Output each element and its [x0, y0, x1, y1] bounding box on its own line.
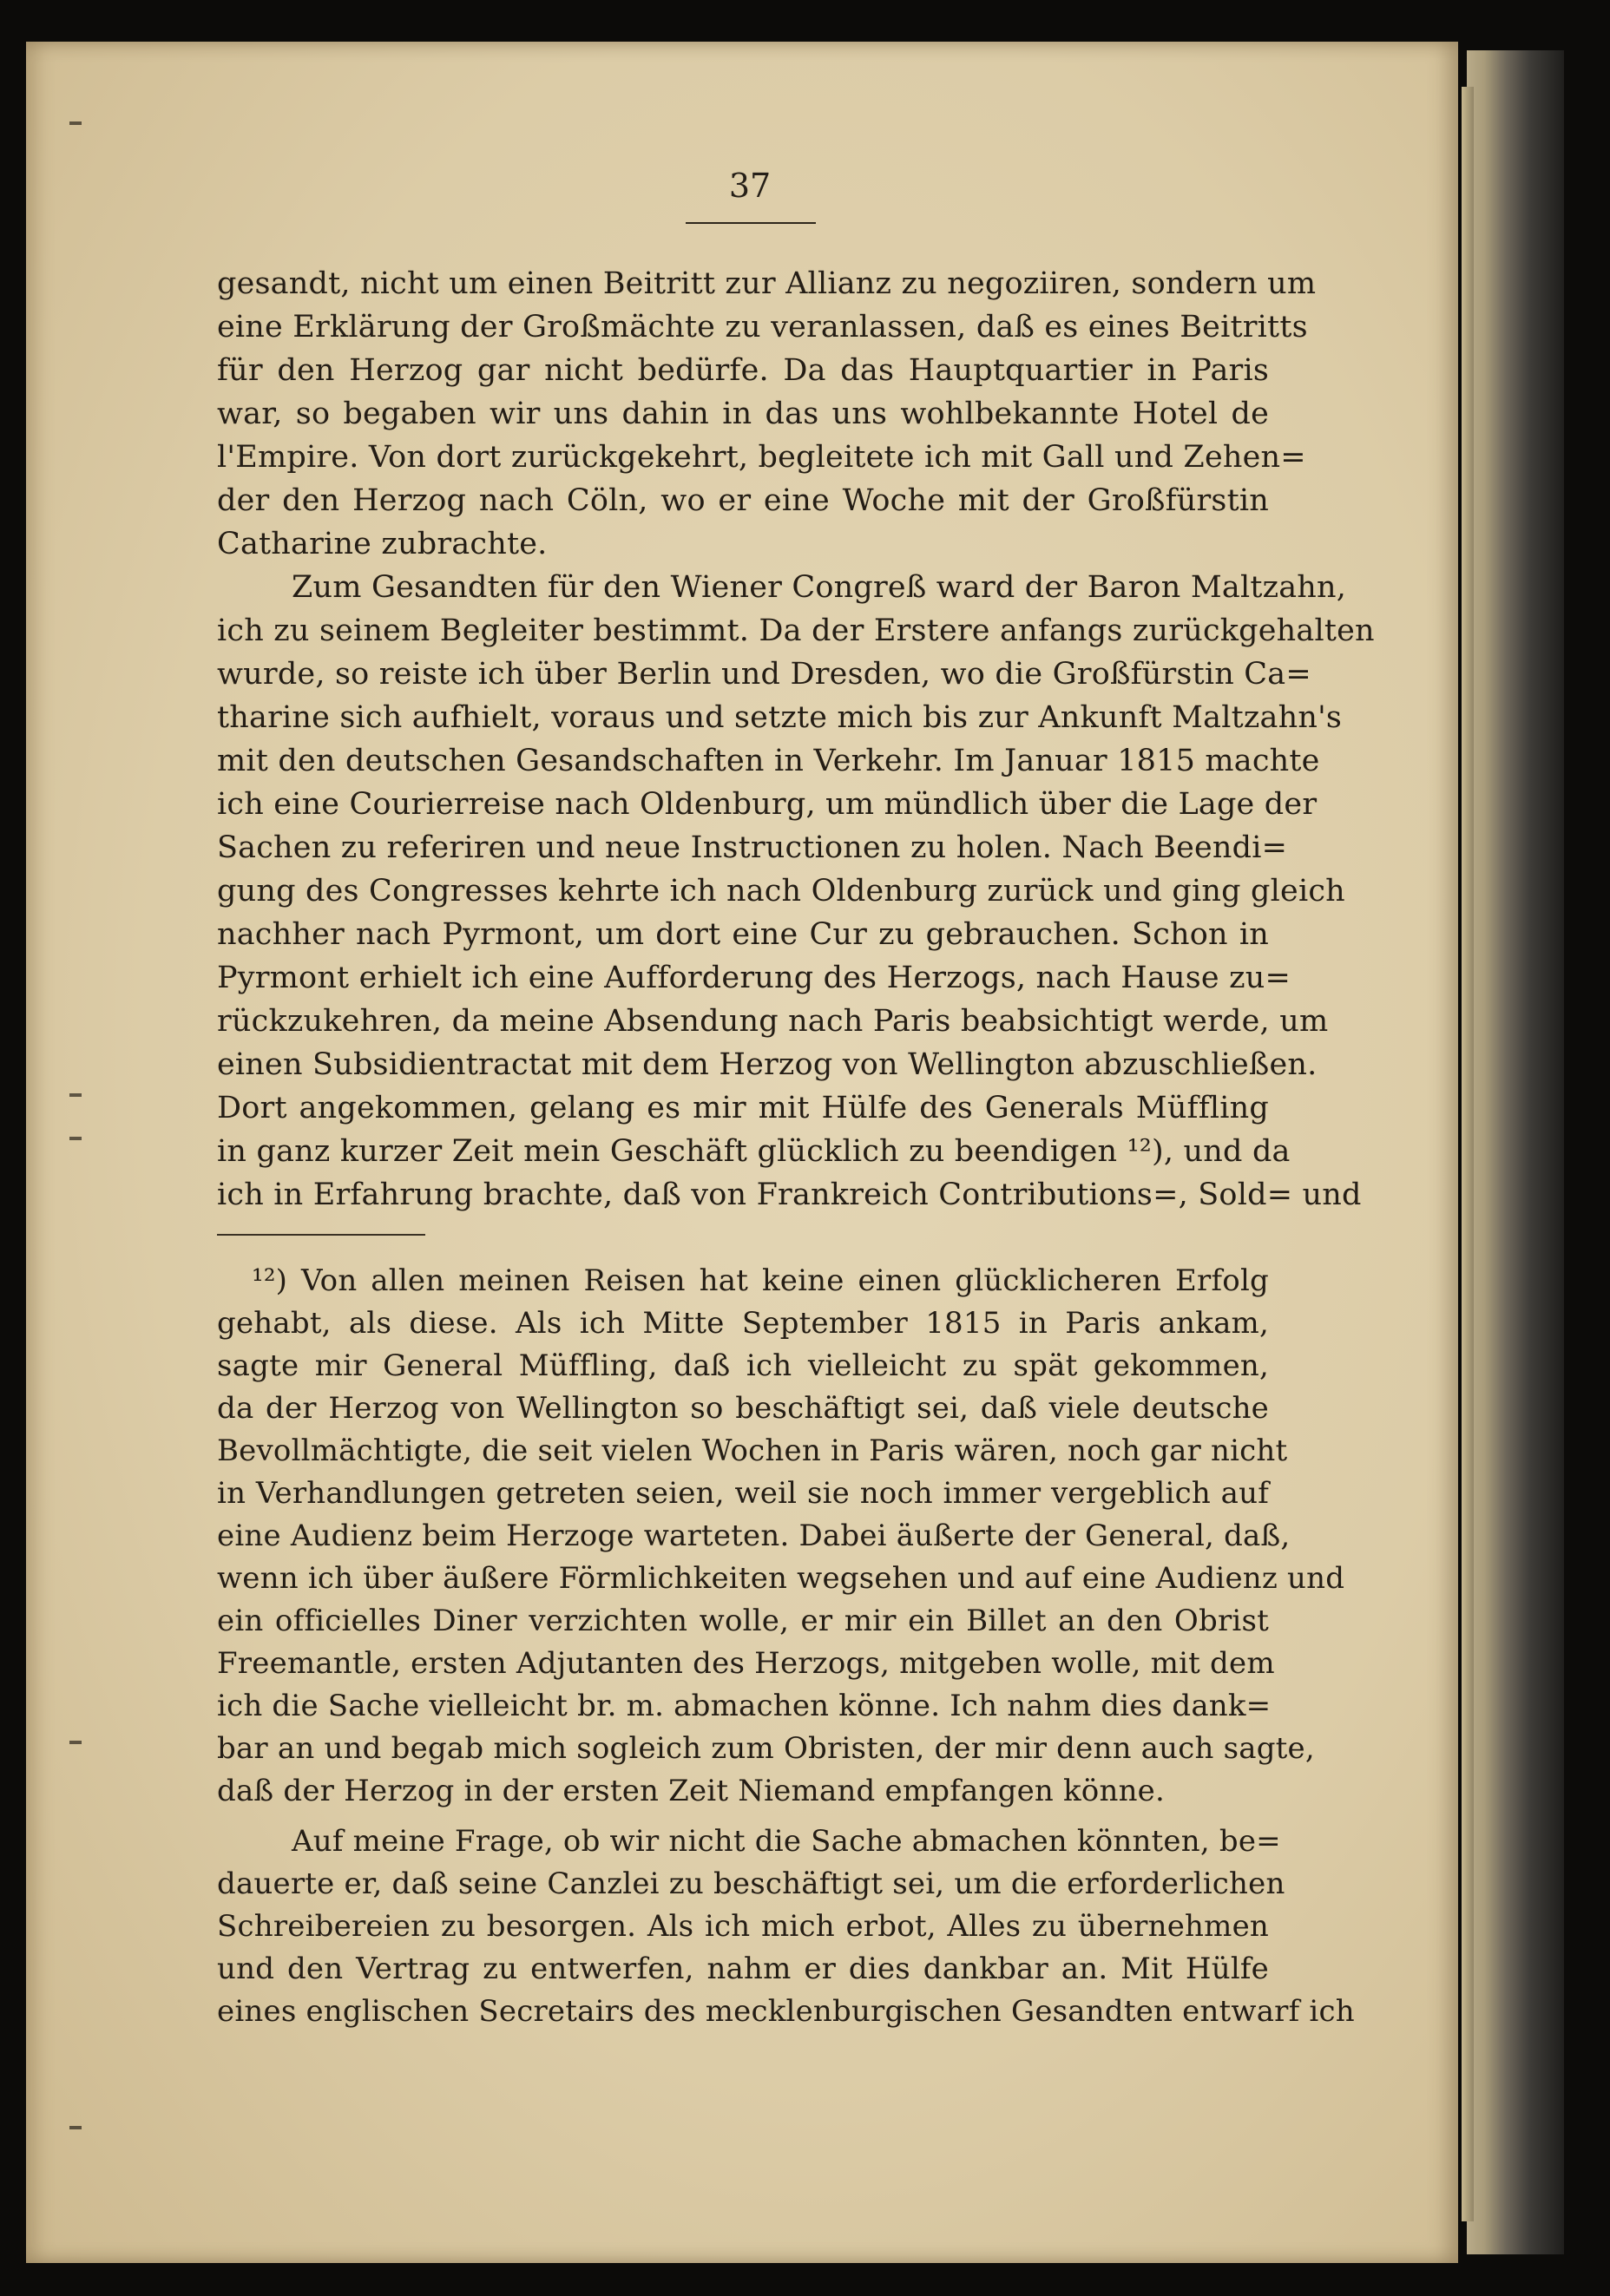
- text-line: rückzukehren, da meine Absendung nach Paris beabsichtigt werde, um: [217, 1004, 1329, 1039]
- text-line: nachher nach Pyrmont, um dort eine Cur zu gebrauchen. Schon in: [217, 917, 1269, 952]
- page-stack-edge: [1462, 87, 1474, 2221]
- margin-mark: [69, 121, 82, 125]
- text-line: ich in Erfahrung brachte, daß von Frankreich Contributions=, Sold= und: [217, 1178, 1362, 1212]
- footnote-line: Schreibereien zu besorgen. Als ich mich erbot, Alles zu übernehmen: [217, 1909, 1269, 1944]
- footnote-line: da der Herzog von Wellington so beschäftigt sei, daß viele deutsche: [217, 1391, 1269, 1426]
- text-line: ich eine Courierreise nach Oldenburg, um mündlich über die Lage der: [217, 787, 1318, 822]
- footnote-line: in Verhandlungen getreten seien, weil sie noch immer vergeblich auf: [217, 1476, 1269, 1511]
- footnote-rule: [217, 1234, 425, 1236]
- footnote-line: Bevollmächtigte, die seit vielen Wochen in Paris wären, noch gar nicht: [217, 1433, 1288, 1468]
- text-line: tharine sich aufhielt, voraus und setzte mich bis zur Ankunft Maltzahn's: [217, 700, 1343, 735]
- text-line: der den Herzog nach Cöln, wo er eine Woche mit der Großfürstin: [217, 483, 1269, 518]
- footnote-line: Auf meine Frage, ob wir nicht die Sache abmachen könnten, be=: [292, 1824, 1281, 1859]
- text-line: gung des Congresses kehrte ich nach Oldenburg zurück und ging gleich: [217, 874, 1345, 909]
- text-line: Dort angekommen, gelang es mir mit Hülfe des Generals Müffling: [217, 1091, 1269, 1125]
- text-line: Zum Gesandten für den Wiener Congreß ward der Baron Maltzahn,: [292, 570, 1347, 605]
- margin-mark: [69, 1137, 82, 1140]
- header-rule: [686, 222, 816, 224]
- footnote-line: und den Vertrag zu entwerfen, nahm er dies dankbar an. Mit Hülfe: [217, 1952, 1269, 1986]
- text-line: Catharine zubrachte.: [217, 527, 548, 561]
- text-line: einen Subsidientractat mit dem Herzog von Wellington abzuschließen.: [217, 1047, 1318, 1082]
- text-line: Sachen zu referiren und neue Instructionen zu holen. Nach Beendi=: [217, 830, 1288, 865]
- footnote-line: sagte mir General Müffling, daß ich vielleicht zu spät gekommen,: [217, 1348, 1269, 1383]
- text-line: eine Erklärung der Großmächte zu veranlassen, daß es eines Beitritts: [217, 310, 1308, 344]
- margin-mark: [69, 2126, 82, 2129]
- margin-mark: [69, 1093, 82, 1097]
- book-edge-shadow: [1467, 50, 1564, 2254]
- footnote-line: daß der Herzog in der ersten Zeit Niemand empfangen könne.: [217, 1774, 1165, 1808]
- margin-mark: [69, 1741, 82, 1744]
- footnote-line: bar an und begab mich sogleich zum Obristen, der mir denn auch sagte,: [217, 1731, 1315, 1766]
- text-line: mit den deutschen Gesandschaften in Verkehr. Im Januar 1815 machte: [217, 744, 1320, 778]
- text-line: gesandt, nicht um einen Beitritt zur Allianz zu negoziiren, sondern um: [217, 266, 1317, 301]
- footnote-line: ¹²) Von allen meinen Reisen hat keine einen glücklicheren Erfolg: [252, 1263, 1269, 1298]
- page-number: 37: [728, 167, 772, 205]
- text-line: ich zu seinem Begleiter bestimmt. Da der Erstere anfangs zurückgehalten: [217, 613, 1375, 648]
- footnote-line: eine Audienz beim Herzoge warteten. Dabei äußerte der General, daß,: [217, 1519, 1291, 1553]
- text-line: Pyrmont erhielt ich eine Aufforderung des Herzogs, nach Hause zu=: [217, 961, 1291, 995]
- footnote-line: wenn ich über äußere Förmlichkeiten wegsehen und auf eine Audienz und: [217, 1561, 1345, 1596]
- text-line: war, so begaben wir uns dahin in das uns wohlbekannte Hotel de: [217, 397, 1269, 431]
- footnote-line: dauerte er, daß seine Canzlei zu beschäftigt sei, um die erforderlichen: [217, 1866, 1285, 1901]
- footnote-line: ein officielles Diner verzichten wolle, er mir ein Billet an den Obrist: [217, 1604, 1269, 1638]
- text-line: l'Empire. Von dort zurückgekehrt, begleitete ich mit Gall und Zehen=: [217, 440, 1306, 475]
- footnote-line: Freemantle, ersten Adjutanten des Herzogs, mitgeben wolle, mit dem: [217, 1646, 1275, 1681]
- footnote-line: eines englischen Secretairs des mecklenburgischen Gesandten entwarf ich: [217, 1994, 1355, 2029]
- text-line: wurde, so reiste ich über Berlin und Dresden, wo die Großfürstin Ca=: [217, 657, 1311, 692]
- footnote-line: gehabt, als diese. Als ich Mitte September 1815 in Paris ankam,: [217, 1306, 1269, 1341]
- text-line: in ganz kurzer Zeit mein Geschäft glücklich zu beendigen ¹²), und da: [217, 1134, 1291, 1169]
- footnote-line: ich die Sache vielleicht br. m. abmachen könne. Ich nahm dies dank=: [217, 1689, 1272, 1723]
- text-line: für den Herzog gar nicht bedürfe. Da das Hauptquartier in Paris: [217, 353, 1269, 388]
